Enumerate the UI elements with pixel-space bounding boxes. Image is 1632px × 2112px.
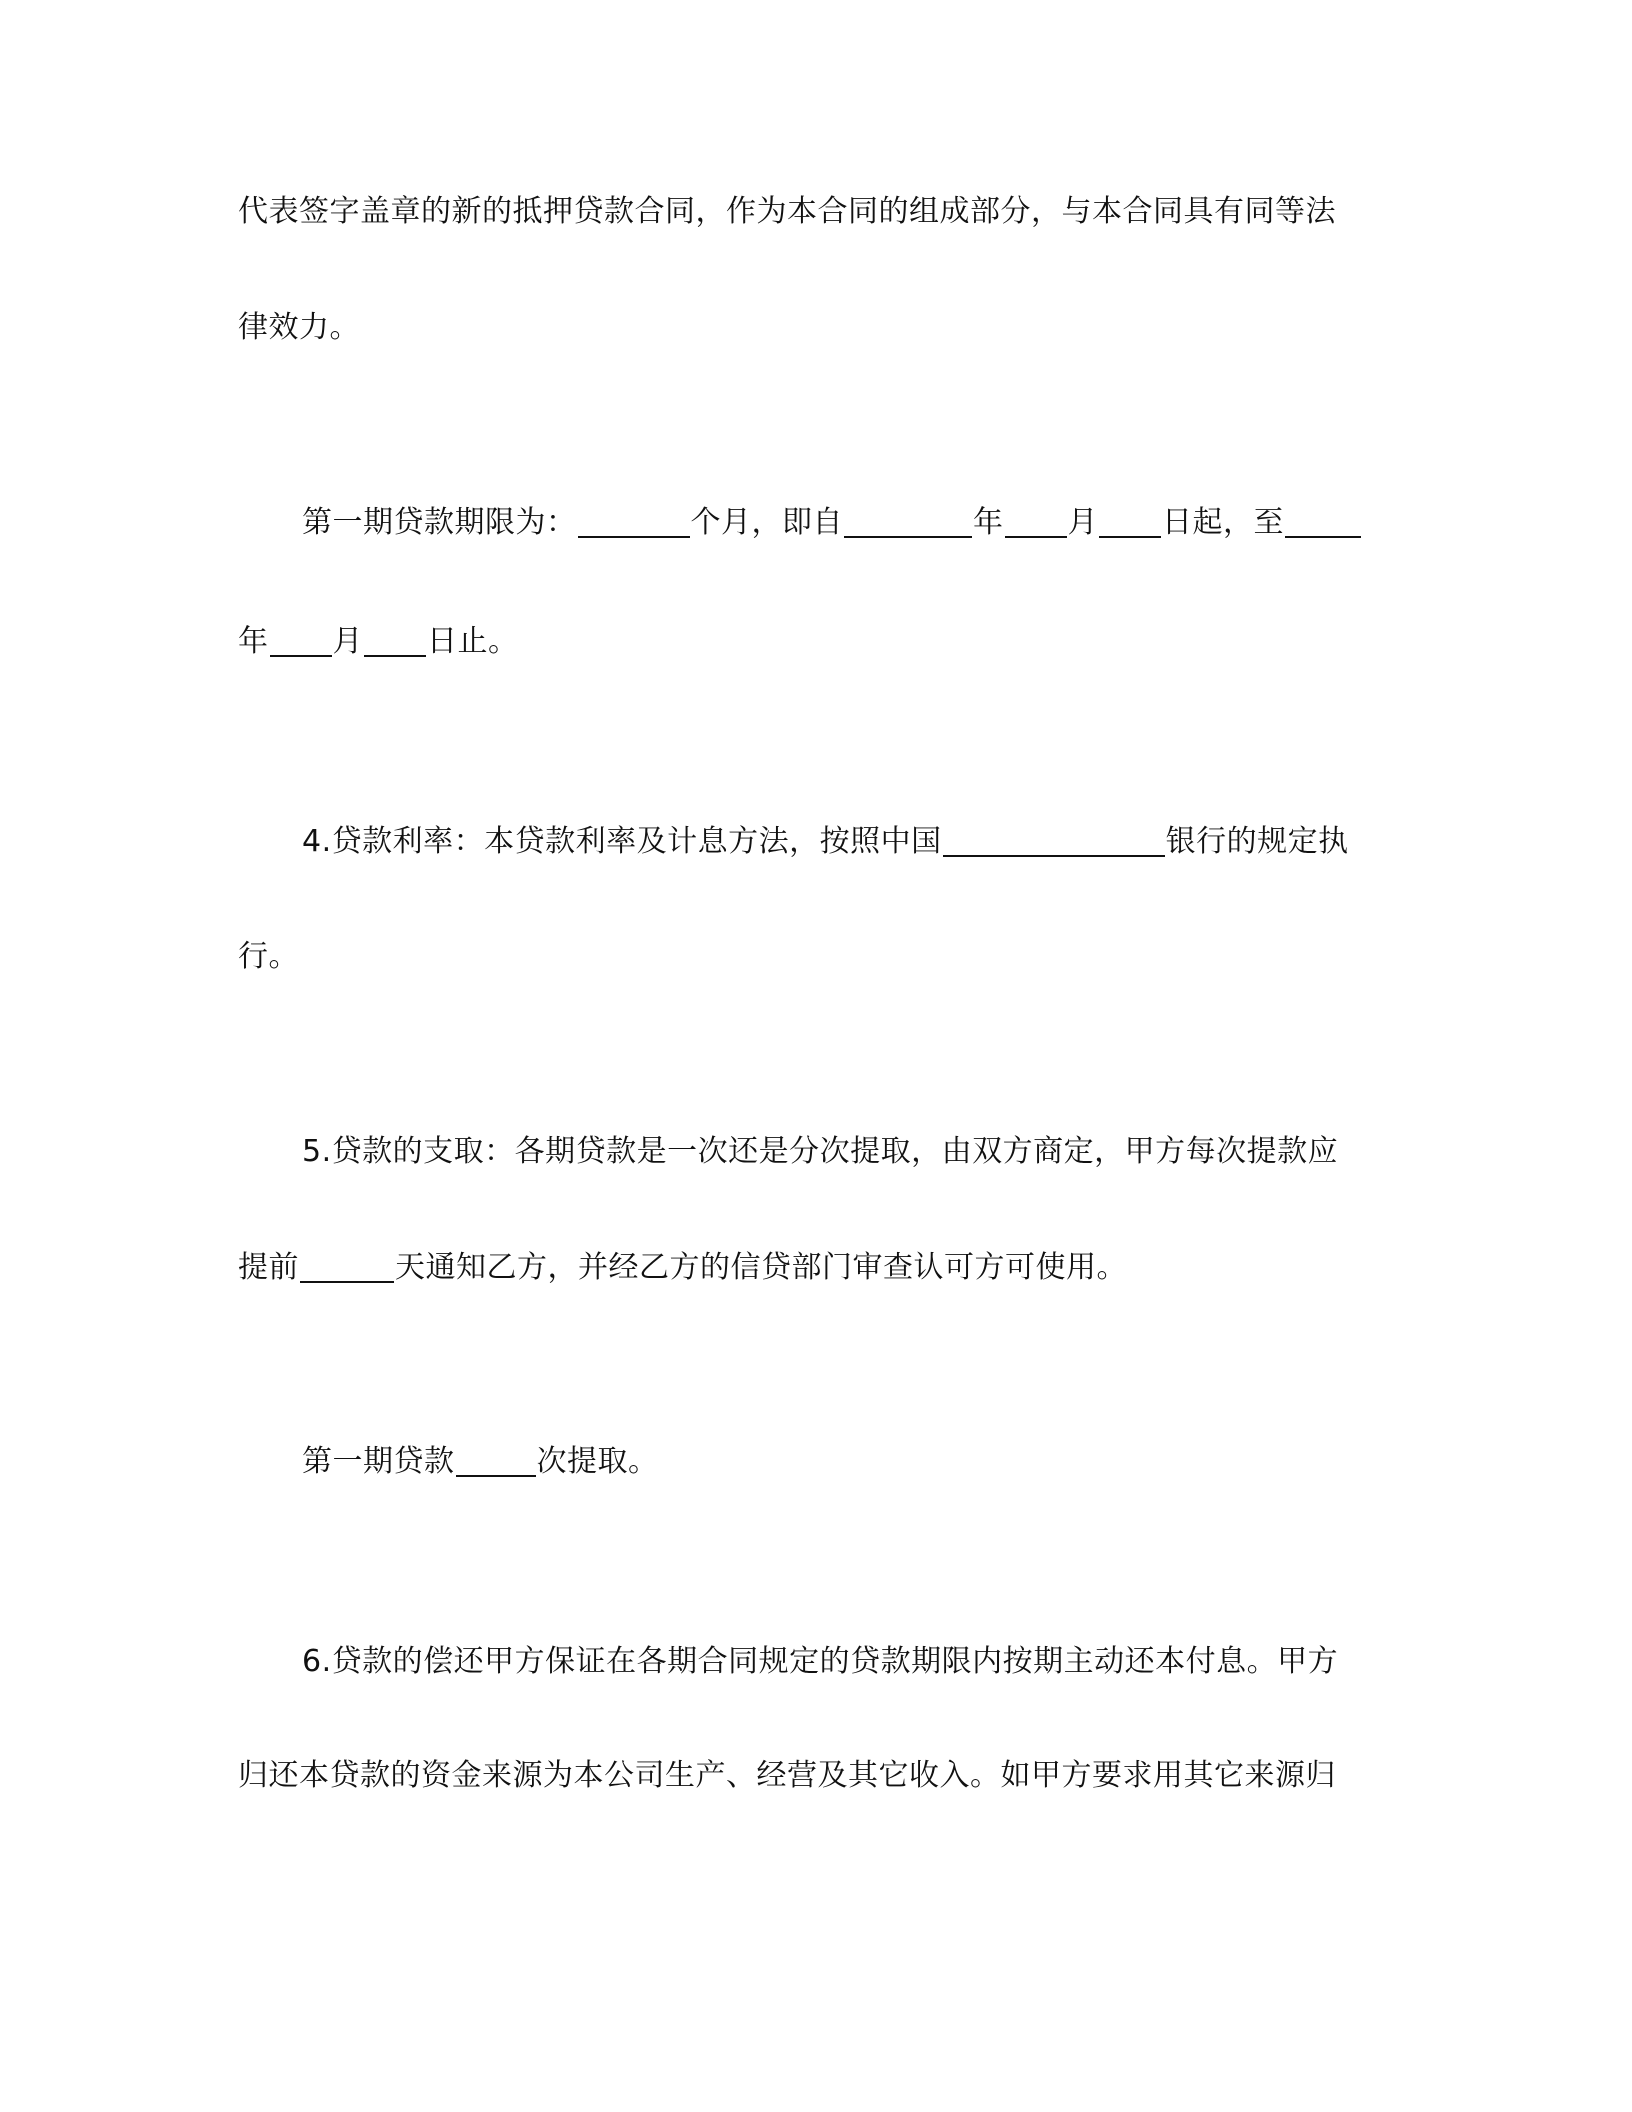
repayment-line: [302, 1642, 1338, 1682]
text: 归还本贷款的资金来源为本公司生产、经营及其它收入。如甲方要求用其它来源归: [238, 1758, 1336, 1793]
text: 行。: [238, 939, 299, 974]
text: 5.贷款的支取：各期贷款是一次还是分次提取，由双方商定，甲方每次提款应: [302, 1134, 1339, 1169]
loan-term-line: [302, 503, 1362, 543]
text: 6.贷款的偿还甲方保证在各期合同规定的贷款期限内按期主动还本付息。甲方: [302, 1644, 1339, 1679]
text: 第一期贷款: [302, 1444, 455, 1479]
text: 律效力。: [238, 310, 360, 345]
text: 日起，至: [1162, 505, 1284, 540]
paragraph-line: [238, 192, 1336, 232]
text: 个月，即自: [690, 505, 843, 540]
paragraph-line: [238, 308, 360, 348]
bank-name-blank[interactable]: [943, 825, 1165, 857]
interest-rate-line: [302, 822, 1349, 862]
text: 月: [1067, 505, 1098, 540]
text: 次提取。: [536, 1444, 659, 1479]
text: 年: [238, 624, 269, 659]
text: 天通知乙方，并经乙方的信贷部门审查认可方可使用。: [395, 1250, 1127, 1285]
text: 银行的规定执: [1165, 824, 1349, 859]
start-year-blank[interactable]: [844, 506, 972, 538]
end-year-blank[interactable]: [1285, 506, 1361, 538]
paragraph-line: [238, 937, 299, 977]
text: 4.贷款利率：本贷款利率及计息方法，按照中国: [302, 824, 942, 859]
text: 代表签字盖章的新的抵押贷款合同，作为本合同的组成部分，与本合同具有同等法: [238, 194, 1336, 229]
withdrawal-count-blank[interactable]: [456, 1445, 536, 1477]
notice-days-blank[interactable]: [300, 1251, 394, 1283]
start-day-blank[interactable]: [1099, 506, 1161, 538]
paragraph-line: [238, 1756, 1336, 1796]
end-day-blank[interactable]: [364, 625, 426, 657]
text: 年: [973, 505, 1004, 540]
months-blank[interactable]: [578, 506, 690, 538]
text: 提前: [238, 1250, 299, 1285]
text: 月: [332, 624, 363, 659]
notice-days-line: [238, 1248, 1127, 1288]
loan-term-end-line: [238, 622, 519, 662]
first-loan-withdrawal-line: [302, 1442, 659, 1482]
text: 日止。: [427, 624, 519, 659]
start-month-blank[interactable]: [1005, 506, 1067, 538]
text: 第一期贷款期限为：: [302, 505, 577, 540]
withdrawal-line: [302, 1132, 1338, 1172]
end-month-blank[interactable]: [270, 625, 332, 657]
